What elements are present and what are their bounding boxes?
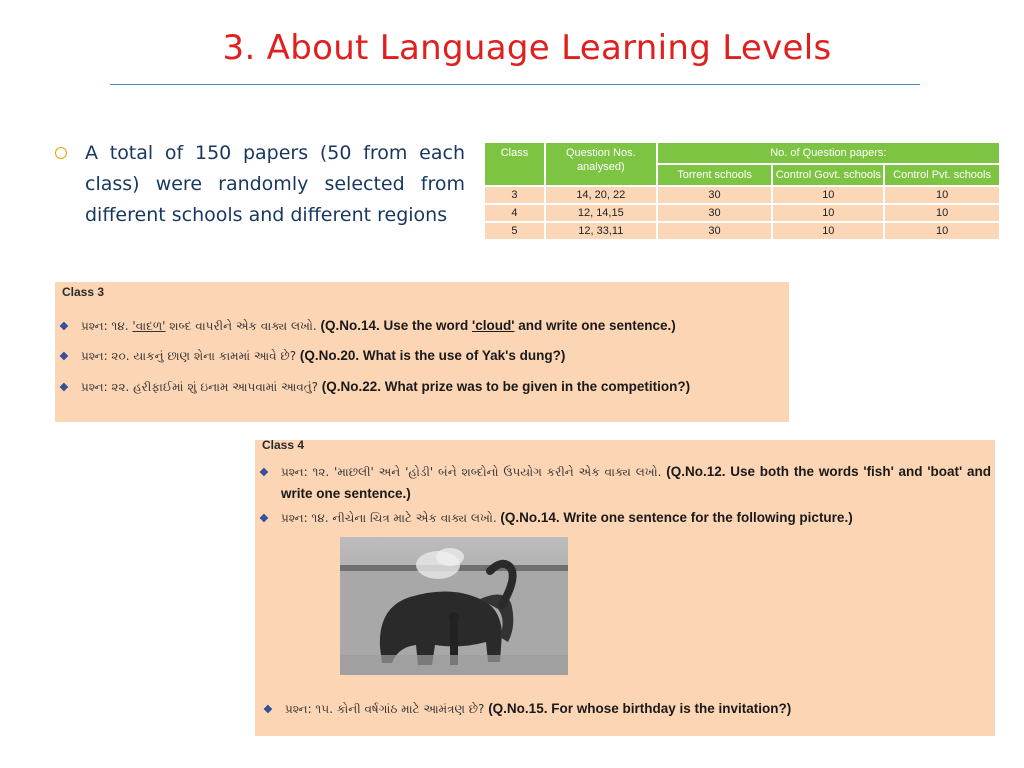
summary-bullet bbox=[55, 138, 465, 231]
cell-questions: 12, 33,11 bbox=[546, 223, 656, 239]
title-divider bbox=[110, 84, 920, 85]
class3-label: Class 3 bbox=[62, 285, 105, 299]
class4-question-box bbox=[255, 440, 995, 736]
table-row bbox=[485, 223, 999, 239]
four-diamond-bullet-icon: ❖ bbox=[259, 467, 269, 479]
cell-questions: 12, 14,15 bbox=[546, 205, 656, 221]
cell-govt: 10 bbox=[773, 223, 883, 239]
cell-questions: 14, 20, 22 bbox=[546, 187, 656, 203]
four-diamond-bullet-icon: ❖ bbox=[259, 513, 269, 525]
class4-question-14: ❖ પ્રશ્ન: ૧૪. નીચેના ચિત્ર માટે એક વાક્ય લખો. (Q.No.14. Write one sentence for the following picture.) bbox=[259, 507, 991, 530]
header-class: Class bbox=[485, 143, 544, 185]
class3-question-box bbox=[55, 282, 789, 422]
cell-govt: 10 bbox=[773, 187, 883, 203]
class4-question-15: ❖ પ્રશ્ન: ૧૫. કોની વર્ષગાંઠ માટે આમંત્રણ છે? (Q.No.15. For whose birthday is the invitation?) bbox=[263, 698, 991, 721]
class4-label: Class 4 bbox=[262, 438, 305, 452]
slide-title: 3. About Language Learning Levels bbox=[222, 28, 832, 68]
header-pvt-schools: Control Pvt. schools bbox=[885, 165, 999, 185]
cell-torrent: 30 bbox=[658, 205, 772, 221]
cell-class: 3 bbox=[485, 187, 544, 203]
header-question-nos: Question Nos. analysed) bbox=[546, 143, 656, 185]
four-diamond-bullet-icon: ❖ bbox=[59, 321, 69, 333]
header-torrent-schools: Torrent schools bbox=[658, 165, 772, 185]
four-diamond-bullet-icon: ❖ bbox=[59, 382, 69, 394]
elephant-bathing-photo bbox=[340, 537, 568, 675]
cell-class: 4 bbox=[485, 205, 544, 221]
header-question-papers: No. of Question papers: bbox=[658, 143, 999, 163]
table-row bbox=[485, 205, 999, 221]
cell-pvt: 10 bbox=[885, 223, 999, 239]
cell-pvt: 10 bbox=[885, 187, 999, 203]
four-diamond-bullet-icon: ❖ bbox=[263, 704, 273, 716]
class4-question-12: ❖ પ્રશ્ન: ૧૨. 'માછલી' અને 'હોડી' બંને શબ્દોનો ઉપયોગ કરીને એક વાક્ય લખો. (Q.No.12. Use both the words 'fish' and 'boat' and write one sentence.) bbox=[259, 461, 991, 505]
hollow-circle-bullet-icon bbox=[55, 147, 67, 159]
summary-text: A total of 150 papers (50 from each class) were randomly selected from different schools and different regions bbox=[85, 142, 465, 226]
header-govt-schools: Control Govt. schools bbox=[773, 165, 883, 185]
cell-class: 5 bbox=[485, 223, 544, 239]
cell-torrent: 30 bbox=[658, 223, 772, 239]
cell-pvt: 10 bbox=[885, 205, 999, 221]
class3-question-20: ❖ પ્રશ્ન: ૨૦. યાકનું છાણ શેના કામમાં આવે છે? (Q.No.20. What is the use of Yak's dung?) bbox=[59, 345, 785, 368]
cell-torrent: 30 bbox=[658, 187, 772, 203]
cell-govt: 10 bbox=[773, 205, 883, 221]
table-row bbox=[485, 187, 999, 203]
class3-question-22: ❖ પ્રશ્ન: ૨૨. હરીફાઈમાં શું ઇનામ આપવામાં આવતું? (Q.No.22. What prize was to be given in the competition?) bbox=[59, 376, 785, 399]
class3-question-14: ❖ પ્રશ્ન: ૧૪. 'વાદળ' શબ્દ વાપરીને એક વાક્ય લખો. (Q.No.14. Use the word 'cloud' and write one sentence.) bbox=[59, 315, 785, 338]
question-papers-table bbox=[483, 141, 1001, 241]
four-diamond-bullet-icon: ❖ bbox=[59, 351, 69, 363]
